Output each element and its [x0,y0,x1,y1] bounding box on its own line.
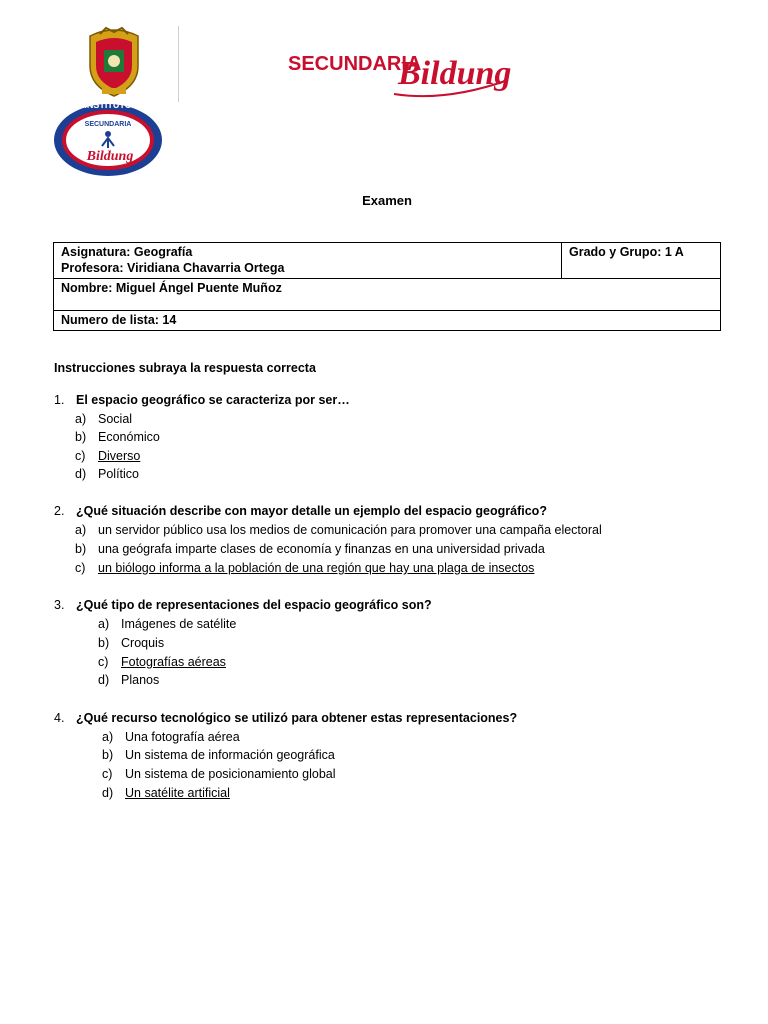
option-text: una geógrafa imparte clases de economía y finanzas en una universidad privada [98,542,545,556]
question-number: 3. [54,598,65,612]
option-letter: a) [102,730,114,744]
option-text: Una fotografía aérea [125,730,240,744]
option-letter: c) [102,767,113,781]
option-text: Político [98,467,139,481]
question-text: ¿Qué recurso tecnológico se utilizó para obtener estas representaciones? [76,711,518,725]
question-number: 4. [54,711,65,725]
secundaria-bildung-logo [286,36,512,102]
question-text: El espacio geográfico se caracteriza por ser… [76,393,350,407]
subject-label: Asignatura: Geografía [61,245,193,259]
brand-secundaria-text: SECUNDARIA [288,53,422,75]
option-letter: d) [102,786,114,800]
logo-divider [178,26,179,102]
option-letter: c) [75,449,86,463]
option-letter: a) [75,523,87,537]
option-letter: b) [75,430,87,444]
badge-ring-text: INSTITUTO [84,100,132,110]
badge-inner-text: SECUNDARIA [84,121,132,128]
grade-group-label: Grado y Grupo: 1 A [569,245,684,259]
badge-script-text: Bildung [86,149,134,164]
brand-bildung-text: Bildung [398,55,512,92]
option-text: Un sistema de posicionamiento global [125,767,336,781]
question-number: 2. [54,504,65,518]
instructions-text: Instrucciones subraya la respuesta correcta [54,361,316,375]
option-text-selected: un biólogo informa a la población de una región que hay una plaga de insectos [98,561,535,575]
option-text: Social [98,412,133,426]
option-text: Imágenes de satélite [121,617,237,631]
option-letter: d) [98,673,110,687]
option-letter: b) [98,636,110,650]
student-info-table [53,242,721,331]
option-letter: b) [75,542,87,556]
option-letter: c) [75,561,86,575]
option-text: un servidor público usa los medios de comunicación para promover una campaña electoral [98,523,602,537]
option-text: Croquis [121,636,165,650]
option-text-selected: Un satélite artificial [125,786,230,800]
list-number-label: Numero de lista: 14 [61,313,177,327]
option-text: Planos [121,673,160,687]
exam-title: Examen [362,193,412,208]
question-number: 1. [54,393,65,407]
teacher-label: Profesora: Viridiana Chavarria Ortega [61,261,285,275]
question-text: ¿Qué situación describe con mayor detalle un ejemplo del espacio geográfico? [76,504,547,518]
option-letter: b) [102,748,114,762]
question-text: ¿Qué tipo de representaciones del espacio geográfico son? [76,598,432,612]
option-text-selected: Fotografías aéreas [121,655,226,669]
school-badge-logo [52,100,164,178]
option-text-selected: Diverso [98,449,141,463]
student-name-label: Nombre: Miguel Ángel Puente Muñoz [61,281,282,295]
option-letter: a) [75,412,87,426]
option-text: Un sistema de información geográfica [125,748,335,762]
option-letter: c) [98,655,109,669]
state-crest-logo [82,26,146,98]
option-text: Económico [98,430,160,444]
option-letter: a) [98,617,110,631]
option-letter: d) [75,467,87,481]
